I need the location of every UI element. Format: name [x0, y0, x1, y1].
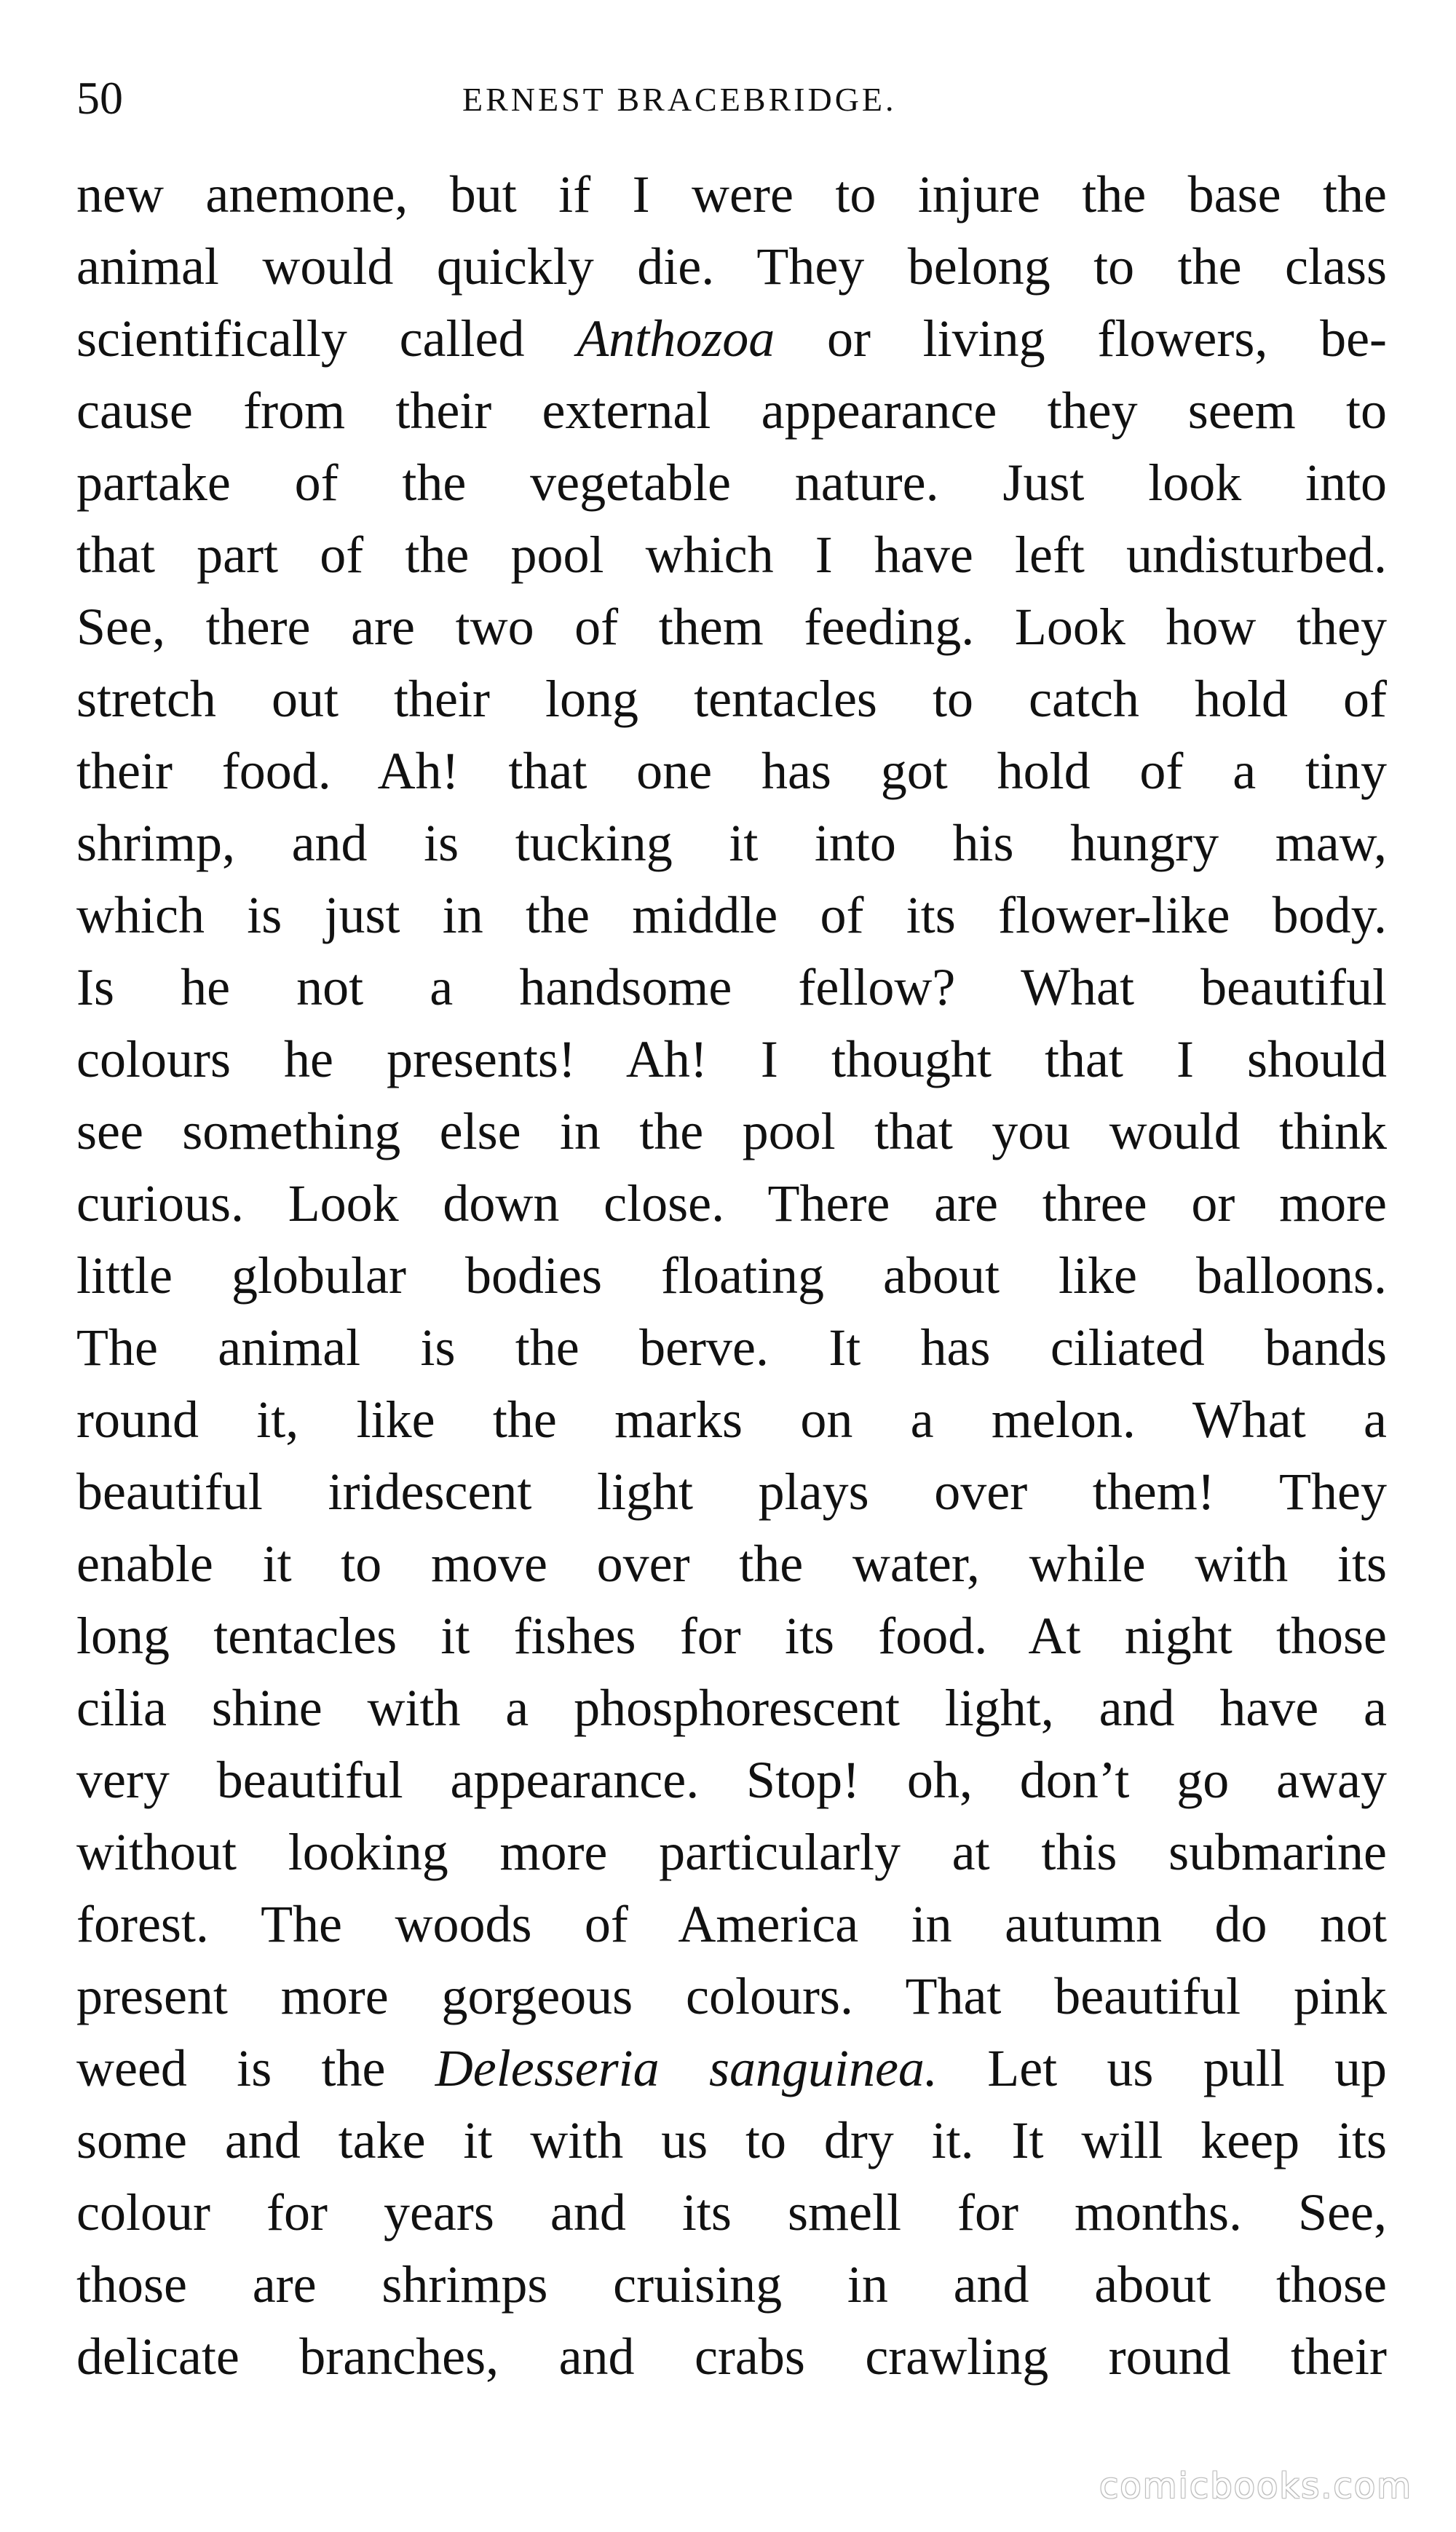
text-line: their food. Ah! that one has got hold of a tiny [76, 742, 1387, 800]
text-line: colour for years and its smell for months. See, [76, 2183, 1387, 2242]
watermark: comicbooks.com [1099, 2466, 1412, 2507]
text-line [76, 2033, 1387, 2105]
text-line: which is just in the middle of its flower-like body. [76, 886, 1387, 944]
page-header [76, 62, 1387, 135]
text-segment: or living flowers, be- [775, 309, 1387, 368]
text-line: cilia shine with a phosphorescent light, and have a [76, 1679, 1387, 1737]
italic-term: Anthozoa [577, 309, 775, 368]
text-line: cause from their external appearance they seem to [76, 381, 1387, 440]
text-segment: weed is the [76, 2039, 435, 2097]
text-line: beautiful iridescent light plays over them! They [76, 1463, 1387, 1521]
running-head: ERNEST BRACEBRIDGE. [462, 81, 897, 118]
body-text [76, 159, 1387, 2393]
text-line: those are shrimps cruising in and about those [76, 2255, 1387, 2314]
text-line: without looking more particularly at this submarine [76, 1823, 1387, 1881]
text-line: shrimp, and is tucking it into his hungry maw, [76, 814, 1387, 872]
page-number: 50 [76, 72, 123, 124]
text-line: curious. Look down close. There are three or more [76, 1174, 1387, 1233]
text-line: that part of the pool which I have left undisturbed. [76, 526, 1387, 584]
text-line: stretch out their long tentacles to catch hold of [76, 670, 1387, 728]
text-line: little globular bodies floating about like balloons. [76, 1246, 1387, 1305]
text-line: forest. The woods of America in autumn do not [76, 1895, 1387, 1953]
text-line: round it, like the marks on a melon. What a [76, 1390, 1387, 1449]
text-line: delicate branches, and crabs crawling round their [76, 2327, 1387, 2386]
text-line: partake of the vegetable nature. Just look into [76, 454, 1387, 512]
text-line: Is he not a handsome fellow? What beautiful [76, 958, 1387, 1016]
text-line: some and take it with us to dry it. It will keep its [76, 2111, 1387, 2169]
text-segment: scientifically called [76, 309, 577, 368]
text-line: See, there are two of them feeding. Look how they [76, 598, 1387, 656]
text-line: long tentacles it fishes for its food. At night those [76, 1607, 1387, 1665]
text-line: present more gorgeous colours. That beautiful pink [76, 1967, 1387, 2025]
text-line [76, 303, 1387, 375]
text-line: The animal is the berve. It has ciliated bands [76, 1318, 1387, 1377]
text-line: new anemone, but if I were to injure the base the [76, 165, 1387, 223]
italic-term: Delesseria sanguinea. [435, 2039, 938, 2097]
text-line: see something else in the pool that you would think [76, 1102, 1387, 1160]
text-line: enable it to move over the water, while with its [76, 1535, 1387, 1593]
text-line: animal would quickly die. They belong to the class [76, 237, 1387, 296]
text-line: very beautiful appearance. Stop! oh, don’t go away [76, 1751, 1387, 1809]
text-segment: Let us pull up [937, 2039, 1388, 2097]
text-line: colours he presents! Ah! I thought that I should [76, 1030, 1387, 1088]
